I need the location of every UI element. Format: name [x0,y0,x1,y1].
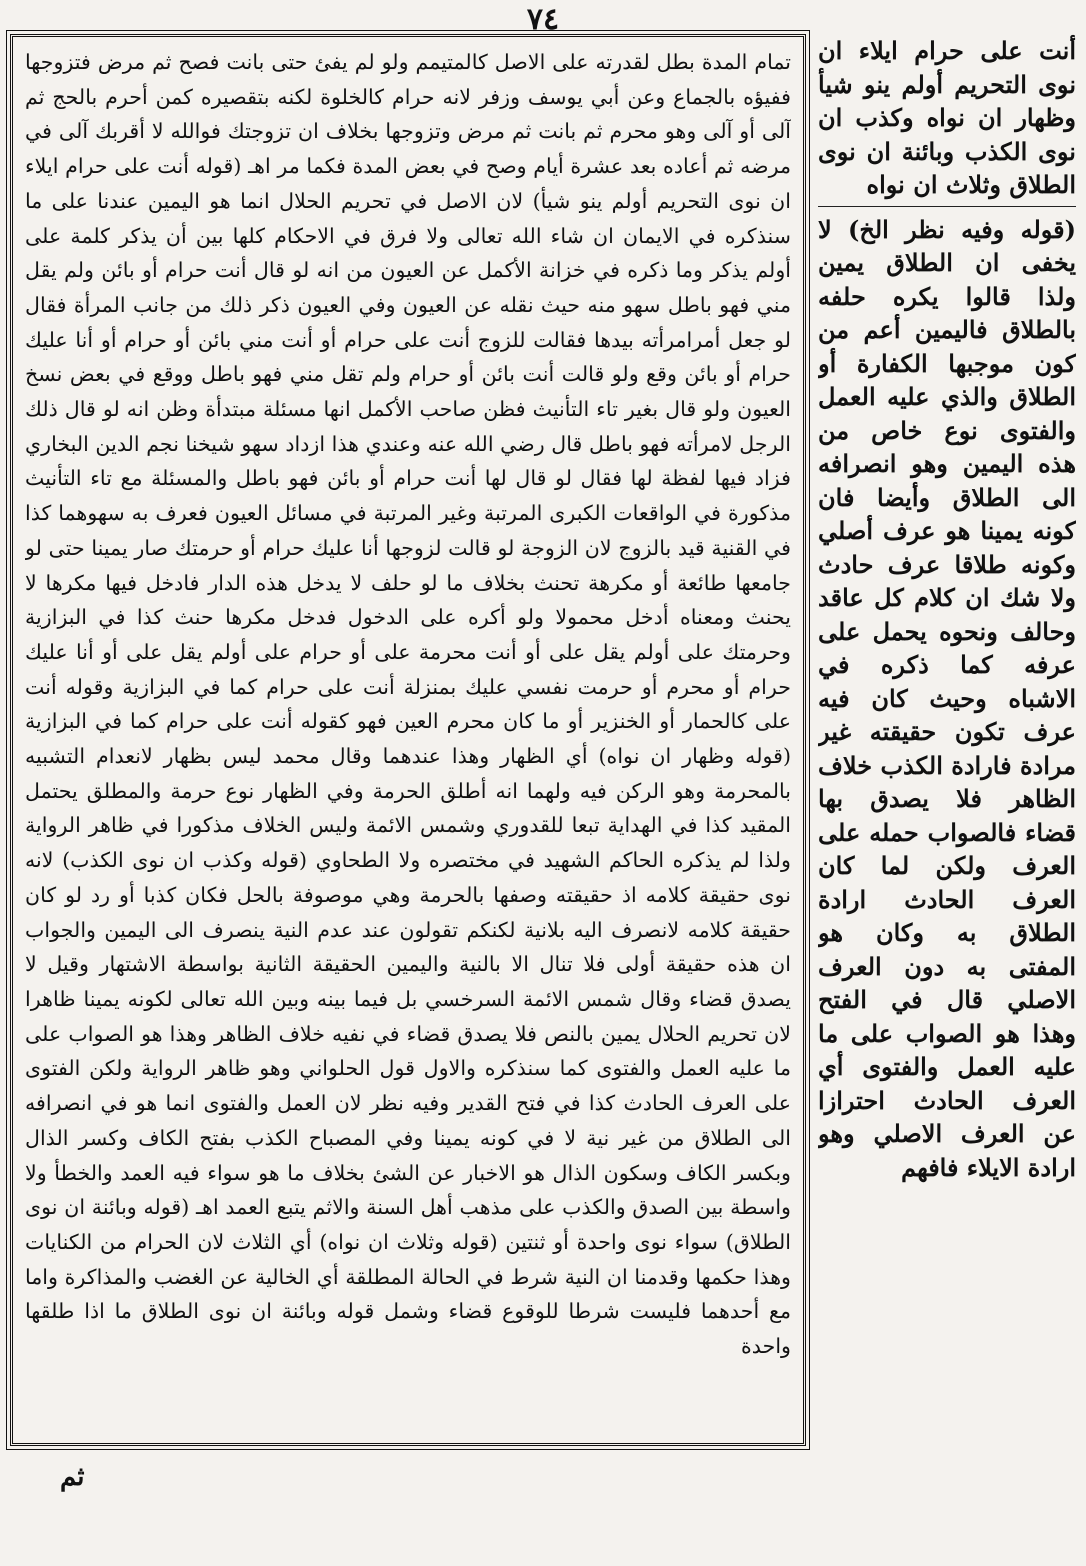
margin-note: (قوله وفيه نظر الخ) لا يخفى ان الطلاق يمين ولذا قالوا يكره حلفه بالطلاق فاليمين أعم من كون موجبها الكفارة أو الطلاق والذي عليه العمل والفتوى نوع خاص من هذه اليمين وهو انصرافه الى الطلاق وأيضا فان كونه يمينا هو عرف أصلي وكونه طلاقا عرف حادث ولا شك ان كلام كل عاقد وحالف ونحوه يحمل على عرفه كما ذكره في الاشباه وحيث كان فيه عرف تكون حقيقته غير مرادة فارادة الكذب خلاف الظاهر فلا يصدق بها قضاء فالصواب حمله على العرف ولكن لما كان العرف الحادث ارادة الطلاق به وكان هو المفتى به دون العرف الاصلي قال في الفتح وهذا هو الصواب على ما عليه العمل والفتوى أي العرف الحادث احترازا عن العرف الاصلي وهو ارادة الايلاء فافهم [818,214,1076,1182]
catchword: ثم [60,1462,85,1492]
main-text [25,45,791,1435]
page-number: ٧٤ [526,2,560,37]
margin-head-text: أنت على حرام ايلاء ان نوى التحريم أولم ينو شيأ وظهار ان نواه وكذب ان نوى الكذب وبائنة ان نوى الطلاق وثلاث ان نواه [818,34,1076,207]
main-text-frame [10,34,806,1446]
main-paragraph: تمام المدة بطل لقدرته على الاصل كالمتيمم ولو لم يفئ حتى بانت فصح ثم مرض فتزوجها ففيؤه بالجماع وعن أبي يوسف وزفر لانه حرام كالخلوة لكنه بتقصيره كمن أحرم بالحج ثم آلى أو آلى وهو محرم ثم بانت ثم مرض وتزوجها بخلاف ان تزوجتك فوالله لا أقربك آلى في مرضه ثم أعاده بعد عشرة أيام وصح في بعض المدة فكما مر اهـ (قوله أنت على حرام ايلاء ان نوى التحريم أولم ينو شيأ) لان الاصل في تحريم الحلال انما هو اليمين عندنا على ما سنذكره في الايمان ان شاء الله تعالى ولا فرق في الاحكام كلها بين أن يذكر كلمة على أولم يذكر وما ذكره في خزانة الأكمل عن العيون من انه لو قال أنت حرام أو بائن ولم يقل مني فهو باطل سهو منه حيث نقله عن العيون وفي العيون ذكر ذلك من جانب المرأة فقال لو جعل أمرامرأته بيدها فقالت للزوج أنت على حرام أو أنت مني بائن أو حرام أو أنا عليك حرام أو بائن وقع ولو قالت أنت بائن أو حرام ولم تقل مني فهو باطل ووقع في بعض نسخ العيون ولو قال بغير تاء التأنيث فظن صاحب الأكمل انها مسئلة مبتدأة وظن انه لو قال ذلك الرجل لامرأته فهو باطل قال رضي الله عنه وعندي هذا ازداد سهو شيخنا نجم الدين البخاري فزاد فيها لفظة لها فقال لو قال لها أنت حرام أو بائن فهو باطل والمسئلة مع تاء التأنيث مذكورة في الواقعات الكبرى المرتبة وغير المرتبة في مسائل العيون فعرف به سهوهما كذا في القنية قيد بالزوج لان الزوجة لو قالت لزوجها أنا عليك حرام أو حرمتك صار يمينا حتى لو جامعها طائعة أو مكرهة تحنث بخلاف ما لو حلف لا يدخل هذه الدار فادخل فيها مكرها لا يحنث ومعناه أدخل محمولا ولو أكره على الدخول فدخل مكرها حنث كذا في البزازية وحرمتك على أولم يقل على أو أنت محرمة على أو حرام على أولم يقل على أو أنا عليك حرام أو محرم أو حرمت نفسي عليك بمنزلة أنت على حرام كما في البزازية وقوله أنت على كالحمار أو الخنزير أو ما كان محرم العين فهو كقوله أنت على حرام كما في البزازية (قوله وظهار ان نواه) أي الظهار وهذا عندهما وقال محمد ليس بظهار لانعدام التشبيه بالمحرمة وهو الركن فيه ولهما انه أطلق الحرمة وفي الظهار نوع حرمة والمطلق يحتمل المقيد كذا في الهداية تبعا للقدوري وشمس الائمة وليس الخلاف مذكورا في ظاهر الرواية ولذا لم يذكره الحاكم الشهيد في مختصره ولا الطحاوي (قوله وكذب ان نوى الكذب) لانه نوى حقيقة كلامه اذ حقيقته وصفها بالحرمة وهي موصوفة بالحل فكان كذبا أو رد لو كان حقيقة كلامه لانصرف اليه بلانية لكنكم تقولون عند عدم النية ينصرف الى اليمين والجواب ان هذه حقيقة أولى فلا تنال الا بالنية واليمين الحقيقة الثانية بواسطة الاشتهار وقيل لا يصدق قضاء وقال شمس الائمة السرخسي بل فيما بينه وبين الله تعالى لكونه يمينا ظاهرا لان تحريم الحلال يمين بالنص فلا يصدق قضاء في نفيه خلاف الظاهر وهذا هو الصواب على ما عليه العمل والفتوى كما سنذكره والاول قول الحلواني وهو ظاهر الرواية ولكن الفتوى على العرف الحادث كذا في فتح القدير وفيه نظر لان العمل والفتوى انما هو في انصرافه الى الطلاق من غير نية لا في كونه يمينا وفي المصباح الكذب بفتح الكاف وكسر الذال وبكسر الكاف وسكون الذال هو الاخبار عن الشئ بخلاف ما هو سواء فيه العمد والخطأ ولا واسطة بين الصدق والكذب على مذهب أهل السنة والاثم يتبع العمد اهـ (قوله وبائنة ان نوى الطلاق) سواء نوى واحدة أو ثنتين (قوله وثلاث ان نواه) أي الثلاث لان الحرام من الكنايات وهذا حكمها وقدمنا ان النية شرط في الحالة المطلقة أي الخالية عن الغضب والمذاكرة واما مع أحدهما فليست شرطا للوقوع قضاء وشمل قوله وبائنة ان نوى الطلاق ما اذا طلقها واحدة [25,50,791,1359]
margin-column [818,34,1076,1446]
